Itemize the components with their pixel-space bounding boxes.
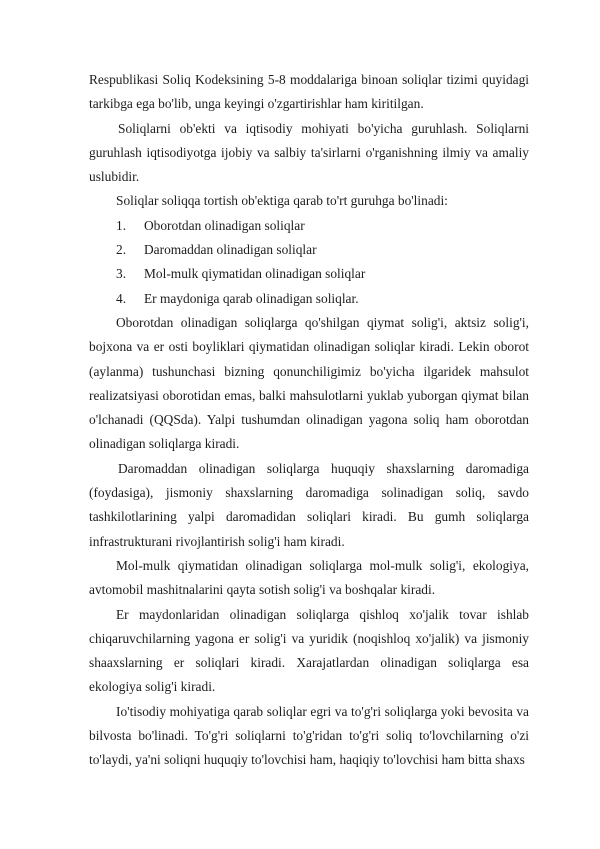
list-item-text: Oborotdan olinadigan soliqlar (144, 217, 305, 233)
list-item (89, 287, 529, 311)
paragraph-grouping: Soliqlarni ob'ekti va iqtisodiy mohiyati bo'yicha guruhlash. Soliqlarni guruhlash iqtisodiyotga ijobiy va salbiy ta'sirlarni o'rganishning ilmiy va amaliy uslubidir. (89, 120, 529, 185)
paragraph-intro: Respublikasi Soliq Kodeksining 5-8 moddalariga binoan soliqlar tizimi quyidagi tarkibga ega bo'lib, unga keyingi o'zgartirishlar ham kiritilgan. (89, 72, 529, 112)
list-item (89, 262, 529, 286)
paragraph-list-intro: Soliqlar soliqqa tortish ob'ektiga qarab to'rt guruhga bo'linadi: (116, 193, 448, 209)
list-item-text: Mol-mulk qiymatidan olinadigan soliqlar (144, 266, 366, 282)
paragraph-property-taxes: Mol-mulk qiymatidan olinadigan soliqlarga mol-mulk solig'i, ekologiya, avtomobil mashitnalarini qayta sotish solig'i va boshqalar kiradi. (89, 557, 529, 598)
paragraph-income-taxes: Daromaddan olinadigan soliqlarga huquqiy shaxslarning daromadiga (foydasiga), jismoniy shaxslarning daromadiga solinadigan soliq, savdo tashkilotlarining yalpi daromadidan soliqlari kiradi. Bu gumh soliqlarga infrastrukturani rivojlantirish solig'i ham kiradi. (89, 460, 529, 549)
document-page (89, 68, 529, 773)
paragraph-direct-indirect-taxes: Io'tisodiy mohiyatiga qarab soliqlar egri va to'g'ri soliqlarga yoki bevosita va bilvosta bo'linadi. To'g'ri soliqlarni to'g'ridan to'g'ri soliq to'lovchilarning o'zi to'laydi, ya'ni soliqni huquqiy to'lovchisi ham, haqiqiy to'lovchisi ham bitta shaxs (89, 703, 529, 768)
paragraph-land-taxes: Er maydonlaridan olinadigan soliqlarga qishloq xo'jalik tovar ishlab chiqaruvchilarning yagona er solig'i va yuridik (noqishloq xo'jalik) va jismoniy shaaxslarning er soliqlari kiradi. Xarajatlardan olinadigan soliqlarga esa ekologiya solig'i kiradi. (89, 606, 529, 695)
list-item-text: Daromaddan olinadigan soliqlar (144, 242, 317, 258)
list-item (89, 214, 529, 238)
list-item-text: Er maydoniga qarab olinadigan soliqlar. (144, 290, 359, 306)
tax-group-list (89, 214, 529, 311)
list-item-number: 4. (116, 290, 127, 306)
list-item (89, 238, 529, 262)
list-item-number: 2. (116, 242, 127, 258)
list-item-number: 1. (116, 217, 127, 233)
paragraph-turnover-taxes: Oborotdan olinadigan soliqlarga qo'shilgan qiymat solig'i, aktsiz solig'i, bojxona va er osti boyliklari qiymatidan olinadigan soliqlar kiradi. Lekin oborot (aylanma) tushunchasi bizning qonunchiligimiz bo'yicha ilgaridek mahsulot realizatsiyasi oborotidan emas, balki mahsulotlarni yuklab yuborgan qiymat bilan o'lchanadi (QQSda). Yalpi tushumdan olinadigan yagona soliq ham oborotdan olinadigan soliqlarga kiradi. (89, 314, 529, 452)
list-item-number: 3. (116, 266, 127, 282)
